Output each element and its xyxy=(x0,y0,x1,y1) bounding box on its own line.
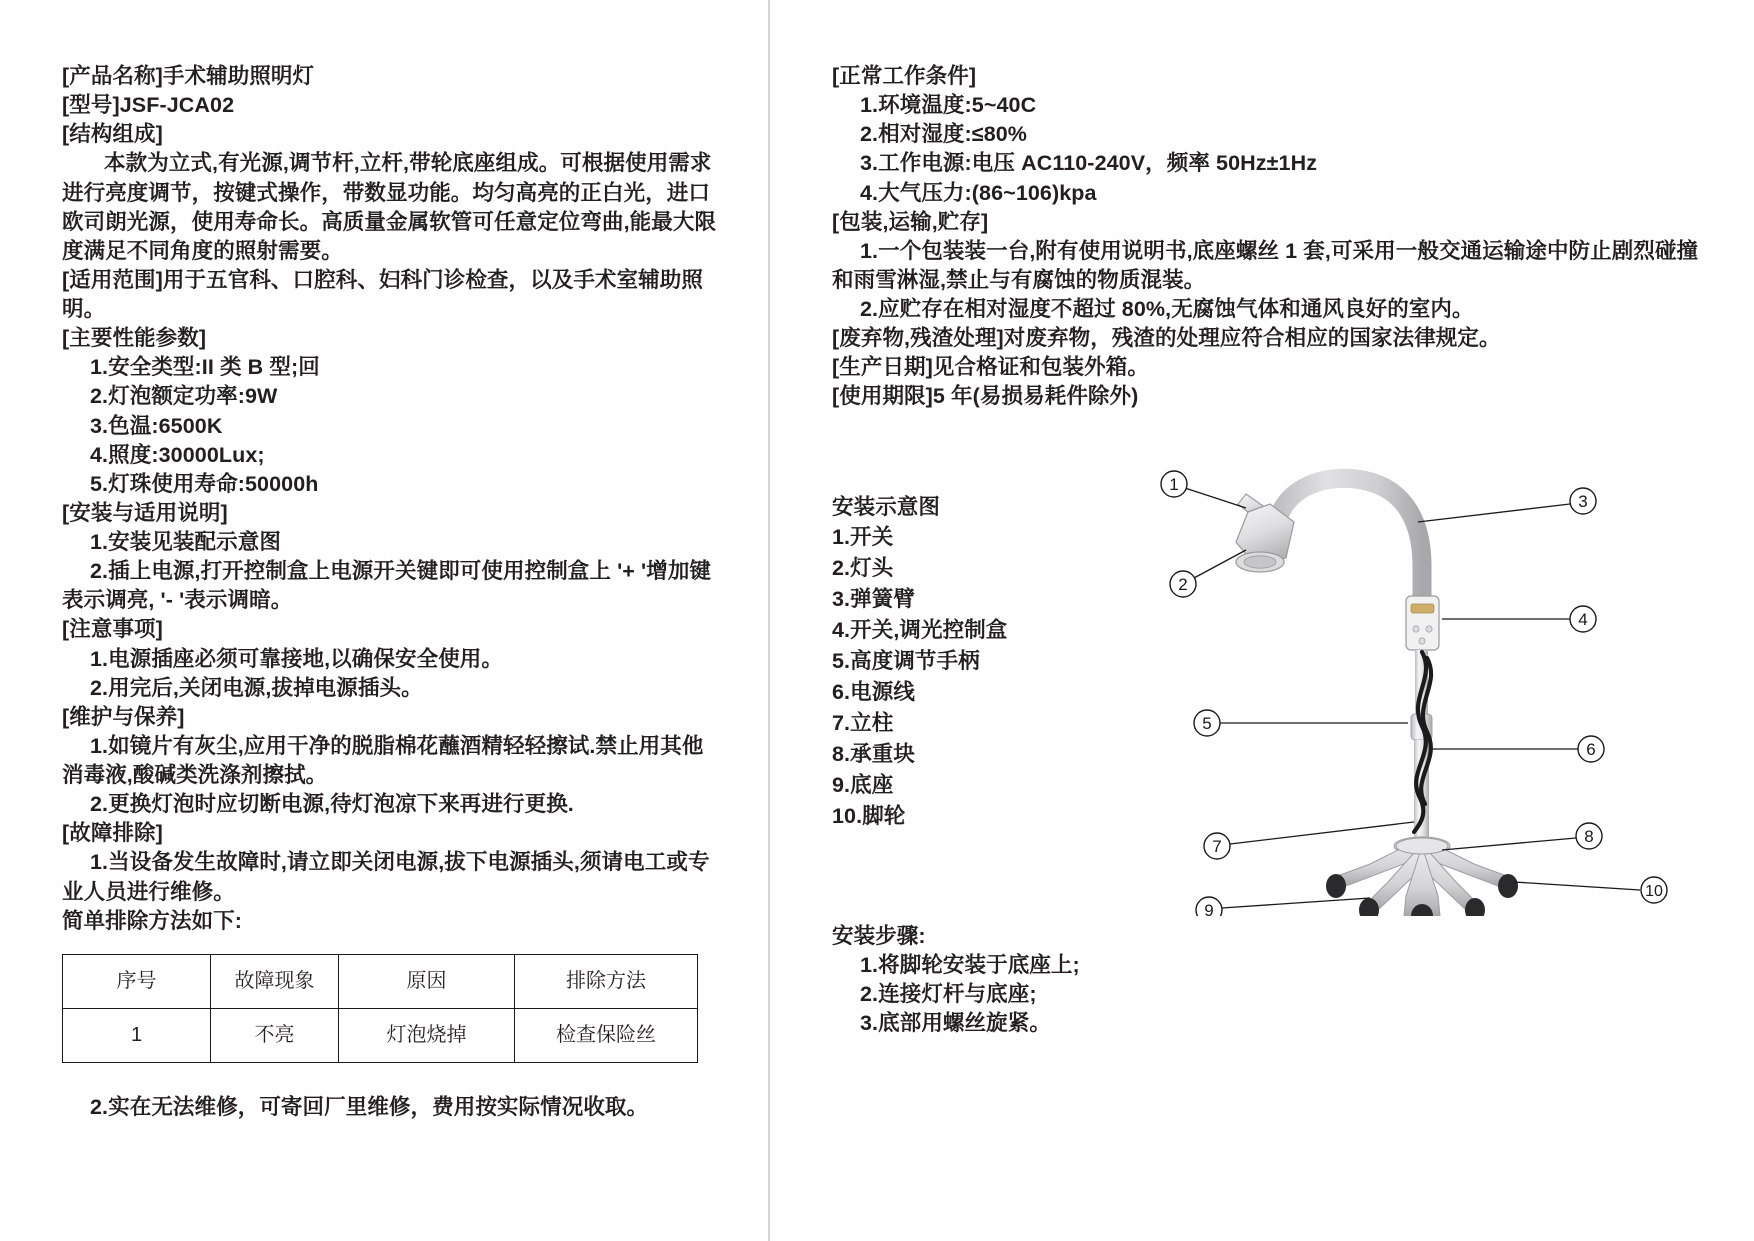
condition-item: 2.相对湿度:≤80% xyxy=(860,122,1028,147)
param-item: 4.照度:30000Lux; xyxy=(90,442,265,467)
caution-heading: [注意事项] xyxy=(62,617,163,642)
service-life-heading: [使用期限] xyxy=(832,384,933,409)
maintain-heading: [维护与保养] xyxy=(62,704,185,729)
trouble-table xyxy=(62,954,698,1063)
callout-5 xyxy=(1194,710,1220,736)
castor xyxy=(1498,874,1518,898)
callout-number: 1 xyxy=(1169,474,1179,494)
table-header-cell: 排除方法 xyxy=(515,954,698,1008)
scope-line xyxy=(62,266,720,324)
callout-number: 10 xyxy=(1645,882,1663,900)
caution-item: 2.用完后,关闭电源,拔掉电源插头。 xyxy=(90,675,423,700)
diagram-label: 6.电源线 xyxy=(832,680,915,705)
callout-number: 6 xyxy=(1586,739,1596,759)
control-box xyxy=(1406,596,1439,650)
production-date-body: 见合格证和包装外箱。 xyxy=(932,355,1149,380)
trouble-table-wrapper xyxy=(62,954,697,1063)
service-life-body: 5 年(易损易耗件除外) xyxy=(932,384,1139,409)
scope-body: 用于五官科、口腔科、妇科门诊检查，以及手术室辅助照明。 xyxy=(62,267,703,321)
steps-heading: 安装步骤: xyxy=(832,923,926,948)
right-column xyxy=(770,0,1754,1038)
structure-heading: [结构组成] xyxy=(62,122,163,147)
diagram-title: 安装示意图 xyxy=(832,494,941,519)
installation-diagram-area xyxy=(832,474,1732,916)
table-row xyxy=(63,1008,698,1062)
diagram-label: 1.开关 xyxy=(832,525,894,550)
diagram-label: 5.高度调节手柄 xyxy=(832,649,980,674)
callout-3 xyxy=(1570,488,1596,514)
callout-number: 9 xyxy=(1204,900,1214,916)
callout-4 xyxy=(1570,606,1596,632)
control-box-display xyxy=(1411,604,1434,613)
caution-item: 1.电源插座必须可靠接地,以确保安全使用。 xyxy=(90,646,504,671)
diagram-label: 7.立柱 xyxy=(832,711,894,736)
param-item: 2.灯泡额定功率:9W xyxy=(90,384,278,409)
condition-item: 4.大气压力:(86~106)kpa xyxy=(860,180,1097,205)
product-name-label: [产品名称] xyxy=(62,64,163,88)
callout-number: 4 xyxy=(1578,609,1588,629)
production-date-line xyxy=(832,353,1714,382)
step-item: 3.底部用螺丝旋紧。 xyxy=(860,1010,1051,1035)
step-item: 2.连接灯杆与底座; xyxy=(860,981,1037,1006)
waste-heading: [废弃物,残渣处理] xyxy=(832,326,1004,351)
model-line xyxy=(62,91,720,120)
table-header-cell: 序号 xyxy=(63,954,211,1008)
power-button[interactable] xyxy=(1419,637,1425,643)
callout-number: 7 xyxy=(1212,836,1222,856)
diagram-label: 8.承重块 xyxy=(832,742,915,767)
trouble-item: 1.当设备发生故障时,请立即关闭电源,拔下电源插头,须请电工或专业人员进行维修。 xyxy=(62,850,710,904)
callout-8 xyxy=(1576,823,1602,849)
diagram-label: 4.开关,调光控制盒 xyxy=(832,618,1008,643)
diagram-label: 3.弹簧臂 xyxy=(832,587,915,612)
param-item: 5.灯珠使用寿命:50000h xyxy=(90,471,319,496)
plus-button[interactable] xyxy=(1426,625,1432,631)
table-cell: 1 xyxy=(63,1008,211,1062)
trouble-note: 2.实在无法维修，可寄回厂里维修，费用按实际情况收取。 xyxy=(90,1094,649,1119)
model-value: JSF-JCA02 xyxy=(119,93,235,118)
left-column xyxy=(0,0,768,1122)
castor xyxy=(1326,874,1346,898)
param-item: 1.安全类型:II 类 B 型;回 xyxy=(90,355,320,380)
install-item: 1.安装见装配示意图 xyxy=(90,530,281,554)
condition-item: 3.工作电源:电压 AC110-240V，频率 50Hz±1Hz xyxy=(860,151,1318,176)
callout-9 xyxy=(1196,897,1222,916)
table-header-cell: 原因 xyxy=(339,954,515,1008)
install-heading: [安装与适用说明] xyxy=(62,500,228,525)
waste-body: 对废弃物，残渣的处理应符合相应的国家法律规定。 xyxy=(1003,326,1501,351)
maintain-item: 1.如镜片有灰尘,应用干净的脱脂棉花蘸酒精轻轻擦试.禁止用其他消毒液,酸碱类洗涤剂擦拭。 xyxy=(62,733,704,787)
minus-button[interactable] xyxy=(1413,625,1419,631)
params-heading: [主要性能参数] xyxy=(62,326,207,351)
callout-1 xyxy=(1161,471,1187,497)
packing-item: 2.应贮存在相对湿度不超过 80%,无腐蚀气体和通风良好的室内。 xyxy=(860,297,1474,321)
table-header-row xyxy=(63,954,698,1008)
callout-number: 5 xyxy=(1202,713,1212,733)
callout-number: 8 xyxy=(1584,826,1594,846)
model-label: [型号] xyxy=(62,93,120,118)
packing-heading: [包装,运输,贮存] xyxy=(832,209,989,234)
table-cell: 不亮 xyxy=(211,1008,339,1062)
install-item: 2.插上电源,打开控制盒上电源开关键即可使用控制盒上 '+ '增加键表示调亮, '- '表示调暗。 xyxy=(62,559,712,613)
trouble-heading: [故障排除] xyxy=(62,821,163,846)
callout-number: 3 xyxy=(1578,491,1588,511)
diagram-label: 10.脚轮 xyxy=(832,804,906,829)
param-item: 3.色温:6500K xyxy=(90,413,223,438)
lamp-lens xyxy=(1244,555,1276,567)
maintain-item: 2.更换灯泡时应切断电源,待灯泡凉下来再进行更换. xyxy=(90,792,574,817)
product-name-value: 手术辅助照明灯 xyxy=(162,64,315,88)
structure-body: 本款为立式,有光源,调节杆,立杆,带轮底座组成。可根据使用需求进行亮度调节，按键式操作，带数显功能。均匀高亮的正白光，进口欧司朗光源，使用寿命长。高质量金属软管可任意定位弯曲,能最大限度满足不同角度的照射需要。 xyxy=(62,151,717,263)
step-item: 1.将脚轮安装于底座上; xyxy=(860,952,1080,977)
service-life-line xyxy=(832,382,1714,411)
callout-number: 2 xyxy=(1178,574,1188,594)
callout-2 xyxy=(1170,571,1196,597)
trouble-table-intro: 简单排除方法如下: xyxy=(62,908,243,933)
condition-item: 1.环境温度:5~40C xyxy=(860,93,1037,118)
product-name-line xyxy=(62,62,720,91)
production-date-heading: [生产日期] xyxy=(832,355,933,380)
conditions-heading: [正常工作条件] xyxy=(832,64,977,88)
waste-line xyxy=(832,324,1714,353)
table-cell: 检查保险丝 xyxy=(515,1008,698,1062)
installation-steps xyxy=(832,922,1714,1039)
table-cell: 灯泡烧掉 xyxy=(339,1008,515,1062)
diagram-label: 9.底座 xyxy=(832,773,894,798)
spring-arm-shade xyxy=(1276,478,1422,596)
callout-6 xyxy=(1578,736,1604,762)
callout-7 xyxy=(1204,833,1230,859)
lamp-illustration xyxy=(1070,446,1690,916)
scope-heading: [适用范围] xyxy=(62,267,163,292)
diagram-label: 2.灯头 xyxy=(832,556,894,581)
table-header-cell: 故障现象 xyxy=(211,954,339,1008)
callout-10 xyxy=(1641,877,1667,903)
packing-item: 1.一个包装装一台,附有使用说明书,底座螺丝 1 套,可采用一般交通运输途中防止剧烈碰撞和雨雪淋湿,禁止与有腐蚀的物质混装。 xyxy=(832,238,1699,292)
